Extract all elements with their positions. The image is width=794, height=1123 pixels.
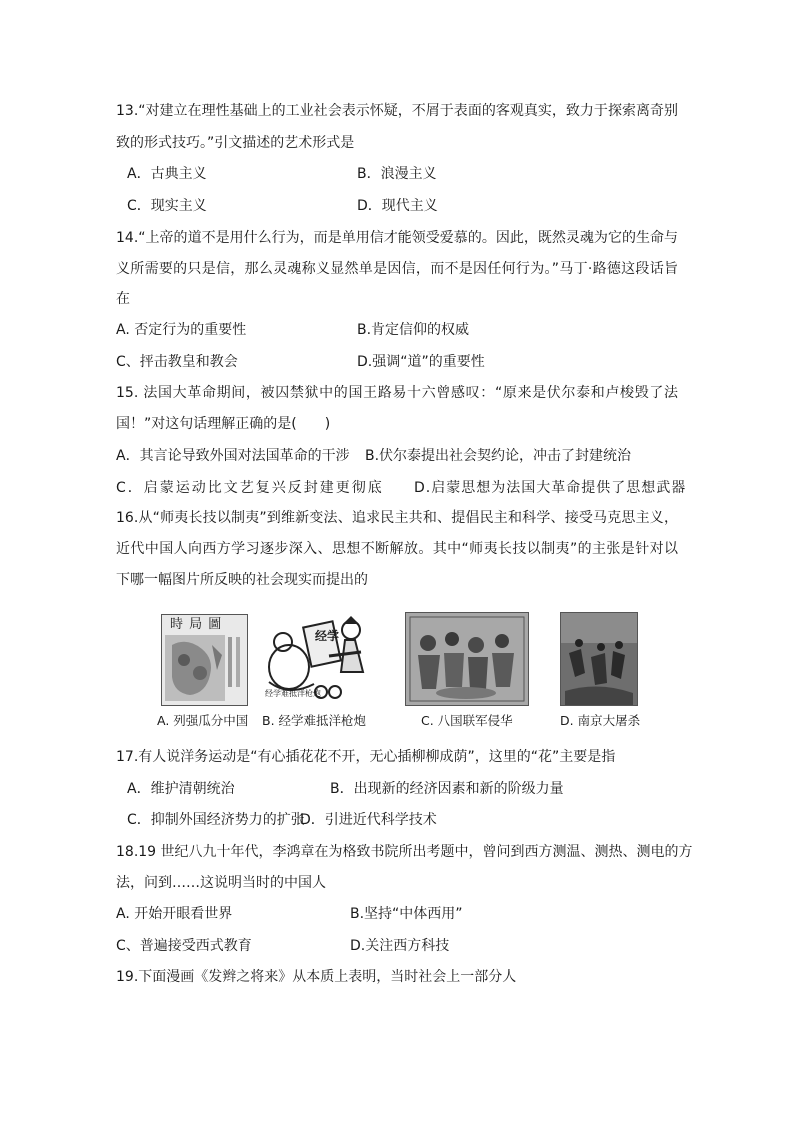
q13-option-a: A．古典主义	[127, 166, 207, 182]
q13-option-d: D．现代主义	[357, 198, 438, 214]
q15-option-d: D.启蒙思想为法国大革命提供了思想武器	[414, 480, 687, 496]
q16-option-d-caption: D. 南京大屠杀	[560, 713, 641, 728]
image-d-nanjing-massacre	[560, 612, 638, 706]
q14-option-a: A. 否定行为的重要性	[116, 322, 247, 338]
q18-option-d: D.关注西方科技	[350, 938, 450, 954]
image-b-caption: 经学难抵洋枪炮	[265, 689, 321, 698]
q17-option-a: A．维护清朝统治	[127, 781, 235, 797]
q13-stem-line2: 致的形式技巧。”引文描述的艺术形式是	[116, 135, 355, 151]
q17-option-b: B．出现新的经济因素和新的阶级力量	[330, 781, 564, 797]
q14-stem-line1: 14.“上帝的道不是用什么行为，而是单用信才能领受爱慕的。因此，既然灵魂为它的生命与	[116, 230, 678, 246]
q13-option-c: C．现实主义	[127, 198, 207, 214]
q17-option-c: C．抑制外国经济势力的扩张	[127, 812, 305, 828]
q14-option-d: D.强调“道”的重要性	[357, 354, 485, 370]
q16-stem-line3: 下哪一幅图片所反映的社会现实而提出的	[116, 572, 368, 588]
q16-option-b-caption: B. 经学难抵洋枪炮	[262, 713, 367, 728]
q14-option-c: C、抨击教皇和教会	[116, 354, 238, 370]
q14-option-b: B.肯定信仰的权威	[357, 322, 470, 338]
q16-stem-line2: 近代中国人向西方学习逐步深入、思想不断解放。其中“师夷长技以制夷”的主张是针对以	[116, 541, 678, 557]
image-b-cartoon	[259, 612, 377, 704]
q15-option-a: A．其言论导致外国对法国革命的干涉	[116, 448, 350, 464]
q19-stem: 19.下面漫画《发辫之将来》从本质上表明，当时社会上一部分人	[116, 969, 517, 985]
q13-stem-line1: 13.“对建立在理性基础上的工业社会表示怀疑，不屑于表面的客观真实，致力于探索离奇别	[116, 103, 678, 119]
q13-option-b: B．浪漫主义	[357, 166, 437, 182]
q16-stem-line1: 16.从“师夷长技以制夷”到维新变法、追求民主共和、提倡民主和科学、接受马克思主义，	[116, 510, 678, 526]
q17-option-d: D．引进近代科学技术	[300, 812, 437, 828]
q15-option-c: C．启蒙运动比文艺复兴反封建更彻底	[116, 480, 384, 496]
image-a-title: 時 局 圖	[170, 617, 223, 632]
q14-stem-line3: 在	[116, 291, 130, 307]
q16-option-c-caption: C. 八国联军侵华	[421, 713, 513, 728]
q18-option-c: C、普遍接受西式教育	[116, 938, 252, 954]
q18-option-b: B.坚持“中体西用”	[350, 906, 463, 922]
q18-stem-line2: 法，问到……这说明当时的中国人	[116, 875, 326, 891]
q17-stem: 17.有人说洋务运动是“有心插花花不开，无心插柳柳成荫”，这里的“花”主要是指	[116, 749, 616, 765]
q15-stem-line1: 15. 法国大革命期间，被囚禁狱中的国王路易十六曾感叹：“原来是伏尔泰和卢梭毁了法	[116, 385, 678, 401]
q15-option-b: B.伏尔泰提出社会契约论，冲击了封建统治	[365, 448, 632, 464]
image-a-partition-of-china	[161, 614, 248, 706]
q16-option-a-caption: A. 列强瓜分中国	[157, 713, 249, 728]
image-b-book-label: 经学	[315, 629, 340, 643]
image-c-eight-nation-alliance	[405, 612, 529, 706]
q18-option-a: A. 开始开眼看世界	[116, 906, 233, 922]
q15-stem-line2: 国！”对这句话理解正确的是( )	[116, 416, 331, 432]
q18-stem-line1: 18.19 世纪八九十年代，李鸿章在为格致书院所出考题中，曾问到西方测温、测热、测电的方	[116, 844, 693, 860]
q14-stem-line2: 义所需要的只是信，那么灵魂称义显然单是因信，而不是因任何行为。”马丁·路德这段话旨	[116, 261, 678, 277]
